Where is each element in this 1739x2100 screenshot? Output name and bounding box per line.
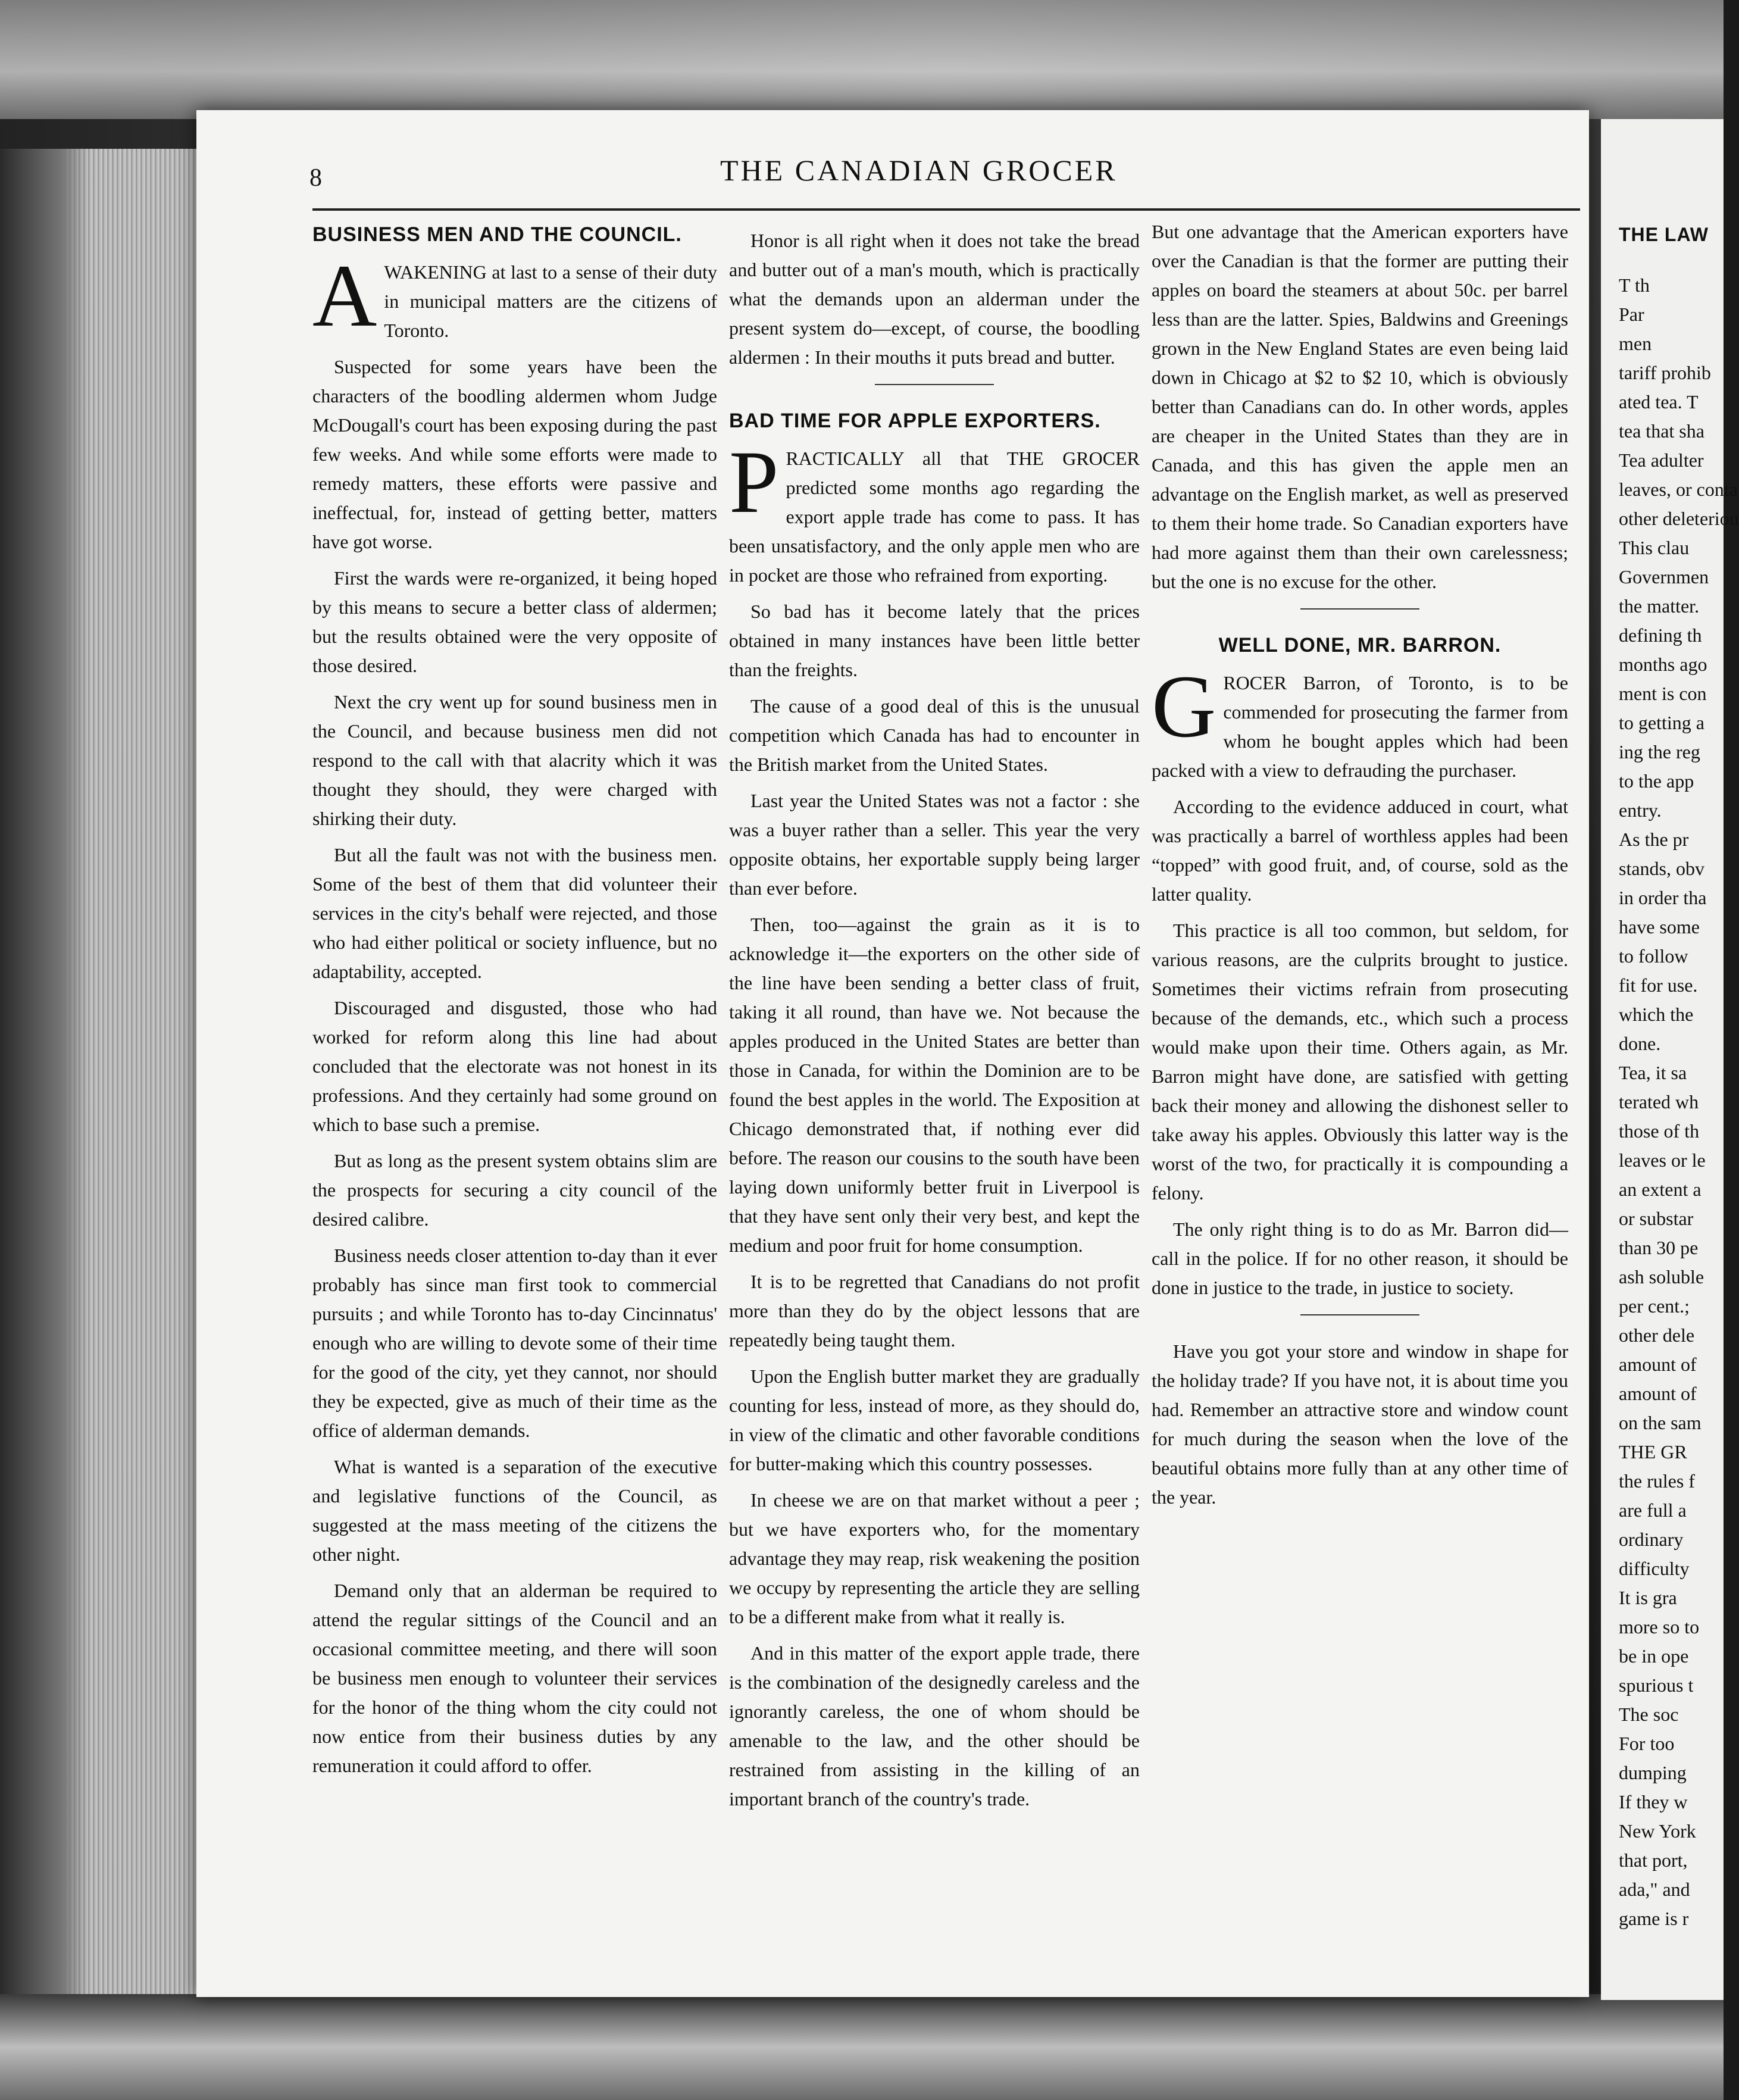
dropcap-a: A bbox=[312, 246, 377, 345]
header-rule bbox=[312, 208, 1580, 211]
article1-p1: WAKENING at last to a sense of their duty in municipal matters are the citizens of Toronto. bbox=[384, 261, 717, 341]
next-page-line: per cent.; bbox=[1619, 1295, 1690, 1317]
scanner-top-margin bbox=[0, 0, 1724, 119]
column-2 bbox=[729, 226, 1140, 1821]
next-page-line: leaves, or conta bbox=[1619, 479, 1738, 500]
article2-p9: And in this matter of the export apple trade, there is the combination of the designedly careless and the ignorantly careless, the one of whom should be amenable to the law, and the other should be restrained from assisting in the killing of an important branch of the country's trade. bbox=[729, 1642, 1140, 1810]
next-page-line: on the sam bbox=[1619, 1412, 1702, 1433]
next-page-line: fit for use. bbox=[1619, 974, 1698, 996]
article1-p3: First the wards were re-organized, it being hoped by this means to secure a better class of aldermen; but the results obtained were the very opposite of those desired. bbox=[312, 567, 717, 676]
article2-p6: It is to be regretted that Canadians do not profit more than they do by the object lessons that are repeatedly being taught them. bbox=[729, 1271, 1140, 1351]
next-page-headline: THE LAW bbox=[1619, 224, 1709, 245]
next-page-line: to follow bbox=[1619, 945, 1688, 967]
article2-p7: Upon the English butter market they are gradually counting for less, instead of more, as they should do, in view of the climatic and other favorable conditions for butter-making which this country possesses. bbox=[729, 1365, 1140, 1474]
next-page-line: to getting a bbox=[1619, 712, 1704, 733]
next-page-line: Tea, it sa bbox=[1619, 1062, 1687, 1083]
article2-lead bbox=[729, 433, 1140, 590]
next-page-line: game is r bbox=[1619, 1908, 1689, 1929]
next-page-line: to the app bbox=[1619, 770, 1694, 792]
scanner-bottom-margin bbox=[0, 1994, 1724, 2100]
next-page-line: stands, obv bbox=[1619, 858, 1704, 879]
next-page-line: leaves or le bbox=[1619, 1149, 1706, 1171]
article1-p9: What is wanted is a separation of the executive and legislative functions of the Council, as suggested at the mass meeting of the citizens the other night. bbox=[312, 1456, 717, 1565]
headline-apple-exporters: BAD TIME FOR APPLE EXPORTERS. bbox=[729, 410, 1101, 432]
dropcap-g: G bbox=[1152, 657, 1216, 756]
next-page-line: defining th bbox=[1619, 624, 1702, 646]
next-page-line: THE GR bbox=[1619, 1441, 1687, 1462]
headline-mr-barron: WELL DONE, MR. BARRON. bbox=[1218, 634, 1502, 657]
next-page-line: spurious t bbox=[1619, 1674, 1694, 1696]
next-page-line: done. bbox=[1619, 1033, 1661, 1054]
next-page-line: which the bbox=[1619, 1004, 1694, 1025]
article1-p5: But all the fault was not with the business men. Some of the best of them that did volunteer their services in the city's behalf were rejected, and those who had either political or society influence, but no adaptability, accepted. bbox=[312, 844, 717, 982]
article2-p8: In cheese we are on that market without a peer ; but we have exporters who, for the momentary advantage they may reap, risk weakening the position we occupy by representing the article they are selling to be a different make from what it really is. bbox=[729, 1489, 1140, 1627]
column-1 bbox=[312, 220, 717, 1788]
next-page-line: that port, bbox=[1619, 1849, 1688, 1871]
next-page-line: men bbox=[1619, 333, 1652, 354]
running-head: THE CANADIAN GROCER bbox=[720, 154, 1118, 187]
next-page-line: Tea adulter bbox=[1619, 449, 1704, 471]
holiday-notice: Have you got your store and window in shape for the holiday trade? If you have not, it is about time you had. Remember an attractive store and window count for much during the season when the love of the beautiful obtains more fully than at any other time of the year. bbox=[1152, 1340, 1568, 1508]
article2-p1: RACTICALLY all that THE GROCER predicted some months ago regarding the export apple trade has come to pass. It has been unsatisfactory, and the only apple men who are in pocket are those who refrained from exporting. bbox=[729, 448, 1140, 586]
next-page-line: an extent a bbox=[1619, 1179, 1702, 1200]
next-page-line: If they w bbox=[1619, 1791, 1688, 1812]
next-page-line: It is gra bbox=[1619, 1587, 1677, 1608]
next-page-line: the matter. bbox=[1619, 595, 1700, 617]
next-page-line: entry. bbox=[1619, 799, 1662, 821]
next-page-line: have some bbox=[1619, 916, 1700, 938]
headline-business-men: BUSINESS MEN AND THE COUNCIL. bbox=[312, 223, 682, 246]
next-page-line: other deleteriou bbox=[1619, 508, 1739, 529]
article3-lead bbox=[1152, 657, 1568, 785]
next-page-line: amount of bbox=[1619, 1354, 1697, 1375]
dropcap-p: P bbox=[729, 433, 779, 532]
book-spine-shadow bbox=[0, 149, 89, 2018]
column-3 bbox=[1152, 217, 1568, 1519]
next-page-line: in order tha bbox=[1619, 887, 1707, 908]
next-page-line: more so to bbox=[1619, 1616, 1700, 1638]
article1-p7: But as long as the present system obtains slim are the prospects for securing a city council of the desired calibre. bbox=[312, 1150, 717, 1230]
article2-p10: But one advantage that the American exporters have over the Canadian is that the former are putting their apples on board the steamers at about 50c. per barrel less than are the latter. Spies, Baldwins and Greenings grown in the New England States are even being laid down in Chicago at $2 to $2 10, which is obviously better than Canadians can do. In other words, apples are cheaper in the United States than they are in Canada, and this has given the apple men an advantage on the English market, as well as preserved to them their home trade. So Canadian exporters have had more against them than their own carelessness; but the one is no excuse for the other. bbox=[1152, 221, 1568, 592]
article1-p8: Business needs closer attention to-day than it ever probably has since man first took to commercial pursuits ; and while Toronto has to-day Cincinnatus' enough who are willing to devote some of their time for the good of the city, yet they cannot, nor should they be expected, give as much of their time as the office of alderman demands. bbox=[312, 1245, 717, 1441]
next-page-line: ordinary bbox=[1619, 1529, 1684, 1550]
article2-p3: The cause of a good deal of this is the unusual competition which Canada has had to encounter in the British market from the United States. bbox=[729, 695, 1140, 775]
next-page-line: New York bbox=[1619, 1820, 1696, 1842]
adjacent-page-fragment bbox=[1601, 119, 1739, 2000]
article3-p4: The only right thing is to do as Mr. Barron did—call in the police. If for no other reason, it should be done in justice to the trade, in justice to society. bbox=[1152, 1218, 1568, 1298]
article3-p2: According to the evidence adduced in court, what was practically a barrel of worthless apples had been “topped” with good fruit, and, of course, sold as the latter quality. bbox=[1152, 796, 1568, 905]
next-page-line: dumping bbox=[1619, 1762, 1687, 1783]
next-page-line: terated wh bbox=[1619, 1091, 1699, 1112]
article3-p3: This practice is all too common, but seldom, for various reasons, are the culprits brought to justice. Sometimes their victims refrain from prosecuting because of the demands, etc., which such a process would make upon their time. Others again, as Mr. Barron might have done, are satisfied with getting back their money and allowing the dishonest seller to take away his apples. Obviously this latter way is the worst of the two, for practically it is compounding a felony. bbox=[1152, 920, 1568, 1204]
next-page-line: amount of bbox=[1619, 1383, 1697, 1404]
article2-p4: Last year the United States was not a factor : she was a buyer rather than a seller. This year the very opposite obtains, her exportable supply being larger than ever before. bbox=[729, 790, 1140, 899]
article1-p6: Discouraged and disgusted, those who had worked for reform along this line had about concluded that the electorate was not honest in its professions. And they certainly had some ground on which to base such a premise. bbox=[312, 997, 717, 1135]
article2-p5: Then, too—against the grain as it is to acknowledge it—the exporters on the other side of the line have been sending a better class of fruit, taking it all round, than have we. Not because the apples produced in the United States are better than those in Canada, for within the Dominion are to be found the best apples in the world. The Exposition at Chicago demonstrated that, if nothing ever did before. The reason our cousins to the south have been laying down uniformly better fruit in Liverpool is that they have sent only their very best, and kept the medium and poor fruit for home consumption. bbox=[729, 914, 1140, 1256]
next-page-line: For too bbox=[1619, 1733, 1675, 1754]
next-page-line: tea that sha bbox=[1619, 420, 1704, 442]
next-page-line: those of th bbox=[1619, 1120, 1700, 1142]
next-page-line: are full a bbox=[1619, 1499, 1687, 1521]
separator-rule bbox=[1300, 608, 1419, 610]
article1-lead bbox=[312, 246, 717, 345]
next-page-line: ment is con bbox=[1619, 683, 1707, 704]
next-page-line: T th bbox=[1619, 274, 1650, 296]
separator-rule bbox=[1300, 1314, 1419, 1315]
newspaper-page bbox=[196, 110, 1589, 1997]
next-page-line: ash soluble bbox=[1619, 1266, 1704, 1288]
next-page-line: difficulty bbox=[1619, 1558, 1690, 1579]
separator-rule bbox=[875, 384, 994, 385]
next-page-line: As the pr bbox=[1619, 829, 1689, 850]
next-page-line: be in ope bbox=[1619, 1645, 1689, 1667]
article1-p11: Honor is all right when it does not take the bread and butter out of a man's mouth, which is practically what the demands upon an alderman under the present system do—except, of course, the boodling aldermen : In their mouths it puts bread and butter. bbox=[729, 230, 1140, 368]
next-page-line: Governmen bbox=[1619, 566, 1709, 588]
next-page-line: than 30 pe bbox=[1619, 1237, 1699, 1258]
page-number: 8 bbox=[309, 164, 322, 192]
next-page-line: or substar bbox=[1619, 1208, 1694, 1229]
article3-p1: ROCER Barron, of Toronto, is to be commended for prosecuting the farmer from whom he bought apples which had been packed with a view to defrauding the purchaser. bbox=[1152, 672, 1568, 781]
next-page-line: other dele bbox=[1619, 1324, 1695, 1346]
next-page-line: ing the reg bbox=[1619, 741, 1700, 762]
next-page-line: ada," and bbox=[1619, 1879, 1690, 1900]
next-page-line: ated tea. T bbox=[1619, 391, 1699, 412]
next-page-line: Par bbox=[1619, 304, 1644, 325]
article2-p2: So bad has it become lately that the prices obtained in many instances have been little better than the freights. bbox=[729, 601, 1140, 680]
next-page-line: the rules f bbox=[1619, 1470, 1695, 1492]
article1-p10: Demand only that an alderman be required to attend the regular sittings of the Council and an occasional committee meeting, and there will soon be business men enough to volunteer their services for the honor of the thing whom the city could not now entice from their business duties by any remuneration it could afford to offer. bbox=[312, 1580, 717, 1776]
next-page-line: This clau bbox=[1619, 537, 1690, 558]
article1-p2: Suspected for some years have been the characters of the boodling aldermen whom Judge McDougall's court has been exposing during the past few weeks. And while some efforts were made to remedy matters, these efforts were passive and ineffectual, for, instead of getting better, matters have got worse. bbox=[312, 356, 717, 552]
next-page-line: The soc bbox=[1619, 1704, 1679, 1725]
next-page-line: months ago bbox=[1619, 654, 1707, 675]
next-page-line: tariff prohib bbox=[1619, 362, 1711, 383]
article1-p4: Next the cry went up for sound business men in the Council, and because business men did not respond to the call with that alacrity which it was thought they should, they were charged with shirking their duty. bbox=[312, 691, 717, 829]
